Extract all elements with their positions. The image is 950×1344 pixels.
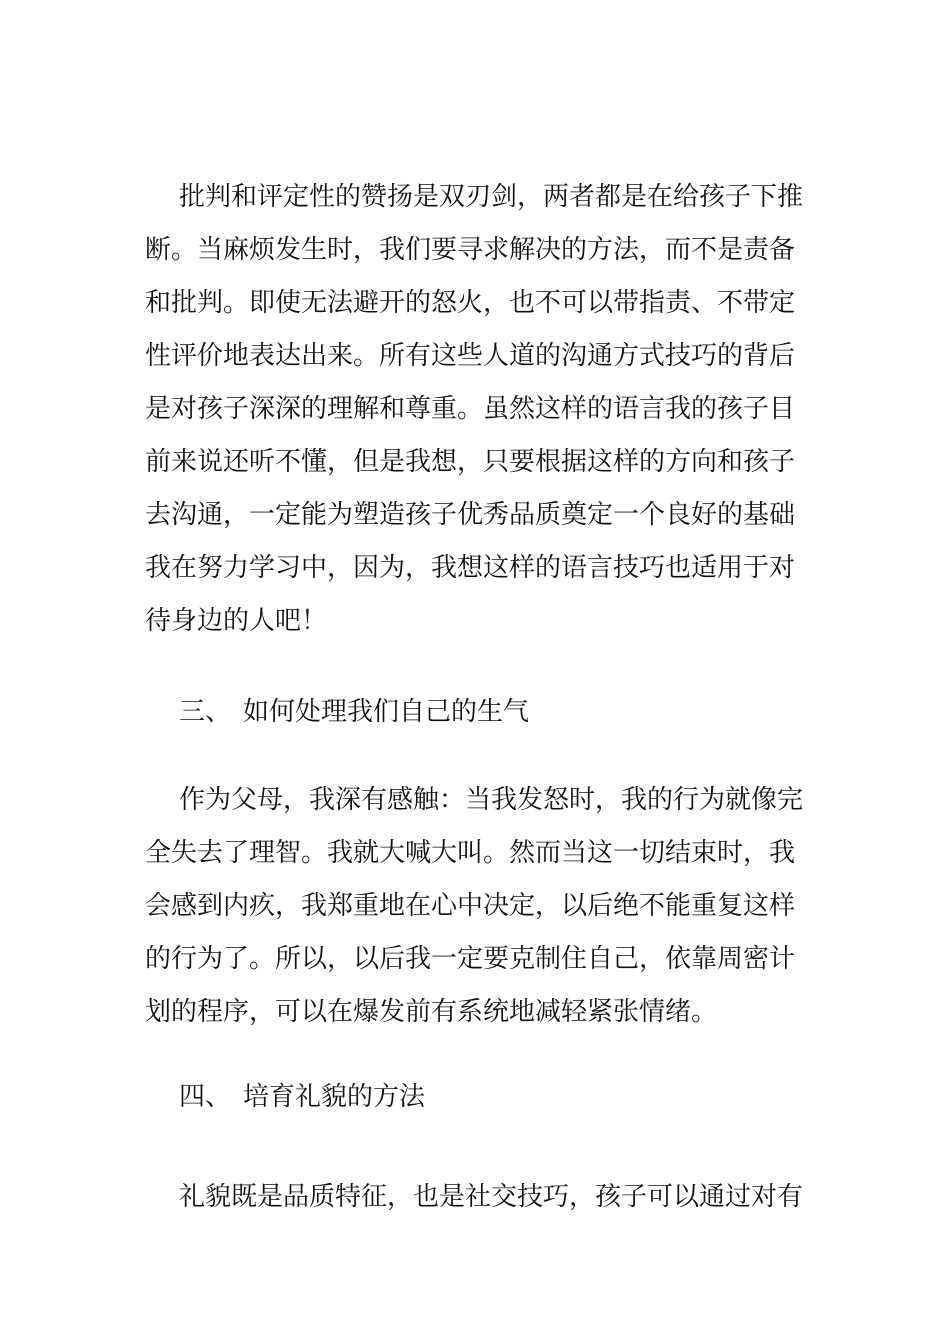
paragraph-1-line-2: 断。当麻烦发生时，我们要寻求解决的方法，而不是责备 — [145, 235, 796, 265]
paragraph-2-line-2: 全失去了理智。我就大喊大叫。然而当这一切结束时，我 — [145, 838, 796, 868]
paragraph-2-line-1: 作为父母，我深有感触：当我发怒时，我的行为就像完 — [179, 785, 804, 815]
section-4-number: 四、 — [179, 1082, 232, 1112]
paragraph-3-line-1: 礼貌既是品质特征，也是社交技巧，孩子可以通过对有 — [179, 1182, 804, 1212]
paragraph-2-line-3: 会感到内疚，我郑重地在心中决定，以后绝不能重复这样 — [145, 891, 796, 921]
paragraph-1-line-3: 和批判。即使无法避开的怒火，也不可以带指责、不带定 — [145, 288, 796, 318]
paragraph-1-line-9: 待身边的人吧！ — [145, 606, 328, 636]
paragraph-2-line-5: 划的程序，可以在爆发前有系统地减轻紧张情绪。 — [145, 997, 718, 1027]
paragraph-1-line-1: 批判和评定性的赞扬是双刃剑，两者都是在给孩子下推 — [179, 182, 804, 212]
paragraph-1-line-5: 是对孩子深深的理解和尊重。虽然这样的语言我的孩子目 — [145, 394, 796, 424]
paragraph-1-line-4: 性评价地表达出来。所有这些人道的沟通方式技巧的背后 — [145, 341, 796, 371]
section-4-title: 培育礼貌的方法 — [243, 1082, 426, 1112]
section-3-title: 如何处理我们自己的生气 — [243, 697, 530, 727]
paragraph-1-line-7: 去沟通，一定能为塑造孩子优秀品质奠定一个良好的基础 — [145, 500, 796, 530]
paragraph-1-line-8: 我在努力学习中，因为，我想这样的语言技巧也适用于对 — [145, 553, 796, 583]
section-3-number: 三、 — [179, 697, 232, 727]
paragraph-2-line-4: 的行为了。所以，以后我一定要克制住自己，依靠周密计 — [145, 944, 796, 974]
paragraph-1-line-6: 前来说还听不懂，但是我想，只要根据这样的方向和孩子 — [145, 447, 796, 477]
